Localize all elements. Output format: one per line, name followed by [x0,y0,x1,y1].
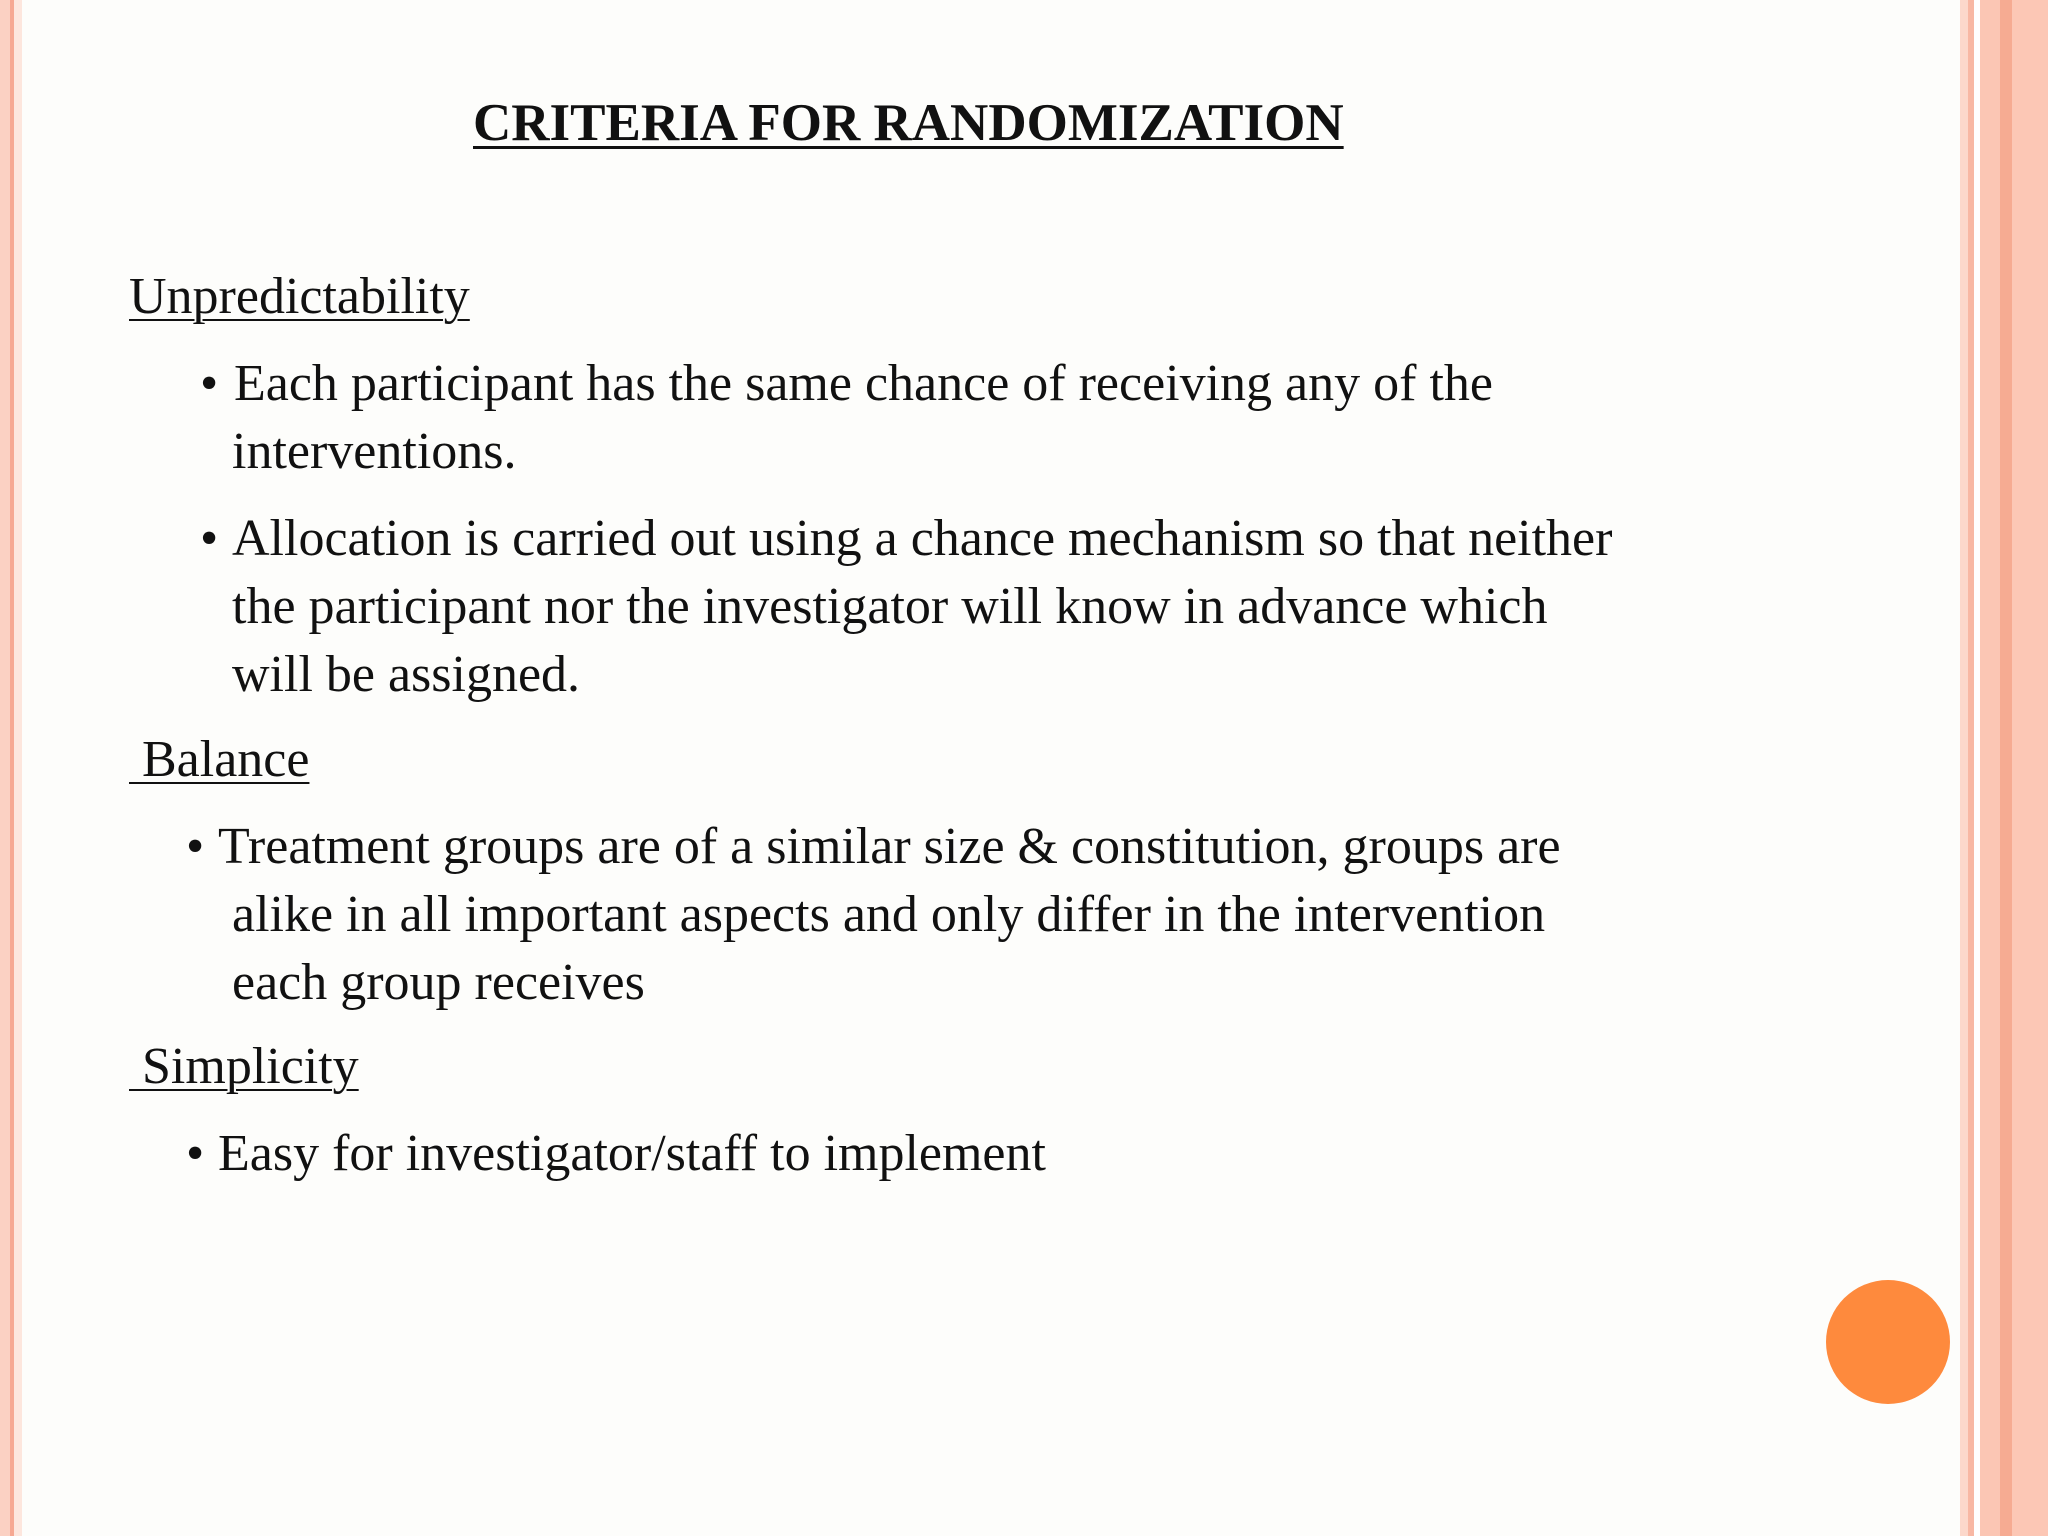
bullet-line: Treatment groups are of a similar size & constitution, groups are [218,818,1561,875]
bullet-icon: • [186,818,205,875]
orange-circle-icon [1826,1280,1950,1404]
bullet-line: will be assigned. [232,646,581,703]
right-border-stripe [2000,0,2012,1536]
bullet-line: interventions. [232,423,517,480]
right-border-stripe [1980,0,2000,1536]
bullet-item [186,813,1561,1017]
bullet-icon: • [186,1125,205,1182]
bullet-line: Each participant has the same chance of receiving any of the [234,355,1493,412]
bullet-item [200,505,1612,709]
bullet-line: Easy for investigator/staff to implement [218,1125,1046,1182]
bullet-line: Allocation is carried out using a chance mechanism so that neither [232,510,1613,567]
bullet-icon: • [200,355,219,412]
left-border-inner [14,0,22,1536]
slide-title: CRITERIA FOR RANDOMIZATION [473,94,1344,152]
bullet-icon: • [200,510,219,567]
bullet-line: each group receives [232,954,645,1011]
bullet-item [200,350,1493,486]
bullet-line: alike in all important aspects and only differ in the intervention [232,886,1546,943]
right-border-stripe [1960,0,1968,1536]
bullet-item [186,1120,1046,1188]
left-border-stripe [0,0,10,1536]
section-heading-balance: Balance [129,731,310,788]
section-heading-simplicity: Simplicity [129,1038,359,1095]
section-heading-unpredictability: Unpredictability [129,268,470,325]
right-border-stripe [2012,0,2048,1536]
bullet-line: the participant nor the investigator will know in advance which [232,578,1548,635]
